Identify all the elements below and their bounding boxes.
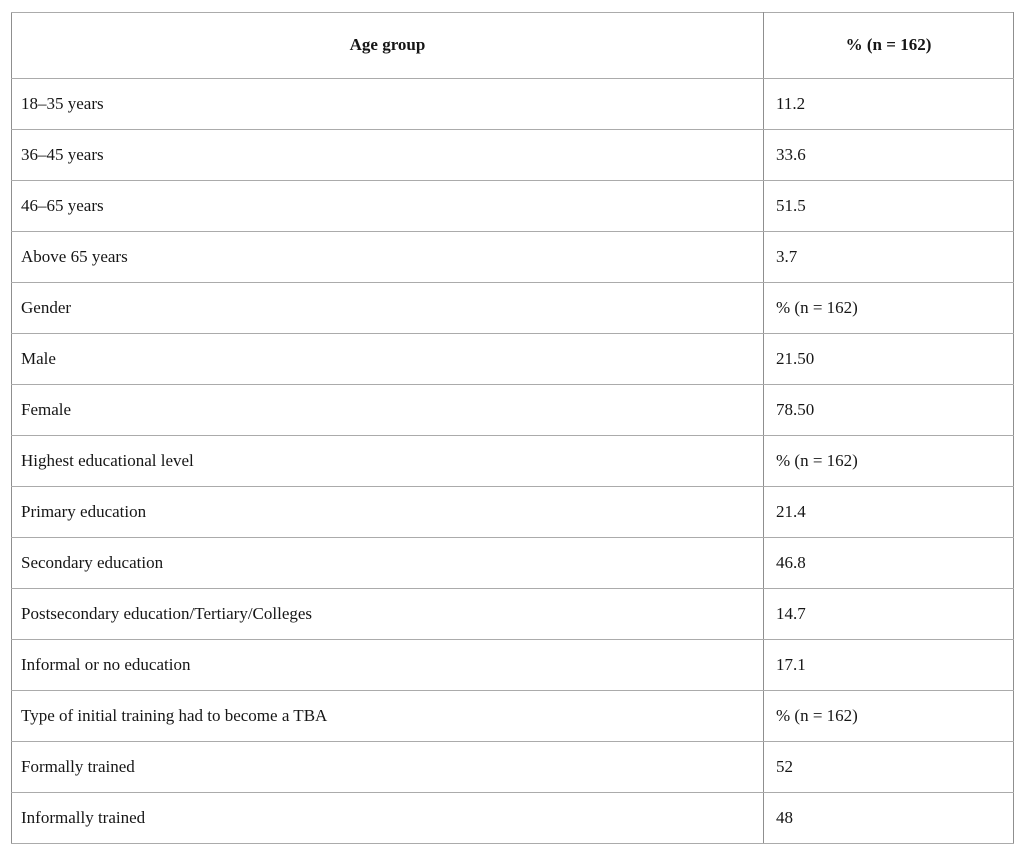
row-value: 17.1 (764, 640, 1014, 691)
row-value: 11.2 (764, 79, 1014, 130)
row-value: 48 (764, 793, 1014, 844)
row-value: % (n = 162) (764, 691, 1014, 742)
row-label: Formally trained (12, 742, 764, 793)
table-row (12, 334, 1014, 385)
row-label: 36–45 years (12, 130, 764, 181)
table-row (12, 79, 1014, 130)
row-value: 3.7 (764, 232, 1014, 283)
row-label: Type of initial training had to become a TBA (12, 691, 764, 742)
table-header-row (12, 13, 1014, 79)
row-value: 14.7 (764, 589, 1014, 640)
row-value: 52 (764, 742, 1014, 793)
table-row (12, 385, 1014, 436)
row-value: 78.50 (764, 385, 1014, 436)
column-header-age-group: Age group (12, 13, 764, 79)
table-row (12, 283, 1014, 334)
row-label: Female (12, 385, 764, 436)
row-value: 21.4 (764, 487, 1014, 538)
row-label: Gender (12, 283, 764, 334)
row-label: Above 65 years (12, 232, 764, 283)
table-row (12, 181, 1014, 232)
row-label: 46–65 years (12, 181, 764, 232)
demographics-table-container (11, 12, 1013, 844)
table-row (12, 691, 1014, 742)
demographics-table (11, 12, 1014, 844)
row-value: 51.5 (764, 181, 1014, 232)
row-label: Highest educational level (12, 436, 764, 487)
column-header-percent: % (n = 162) (764, 13, 1014, 79)
table-row (12, 538, 1014, 589)
table-row (12, 742, 1014, 793)
row-value: 33.6 (764, 130, 1014, 181)
row-label: Informal or no education (12, 640, 764, 691)
table-row (12, 793, 1014, 844)
row-value: % (n = 162) (764, 283, 1014, 334)
row-label: Postsecondary education/Tertiary/Colleges (12, 589, 764, 640)
row-label: Primary education (12, 487, 764, 538)
row-label: Male (12, 334, 764, 385)
row-label: 18–35 years (12, 79, 764, 130)
table-row (12, 130, 1014, 181)
table-row (12, 436, 1014, 487)
row-value: % (n = 162) (764, 436, 1014, 487)
row-value: 46.8 (764, 538, 1014, 589)
table-row (12, 640, 1014, 691)
table-body (12, 79, 1014, 844)
row-value: 21.50 (764, 334, 1014, 385)
row-label: Secondary education (12, 538, 764, 589)
table-row (12, 589, 1014, 640)
table-row (12, 487, 1014, 538)
table-row (12, 232, 1014, 283)
row-label: Informally trained (12, 793, 764, 844)
